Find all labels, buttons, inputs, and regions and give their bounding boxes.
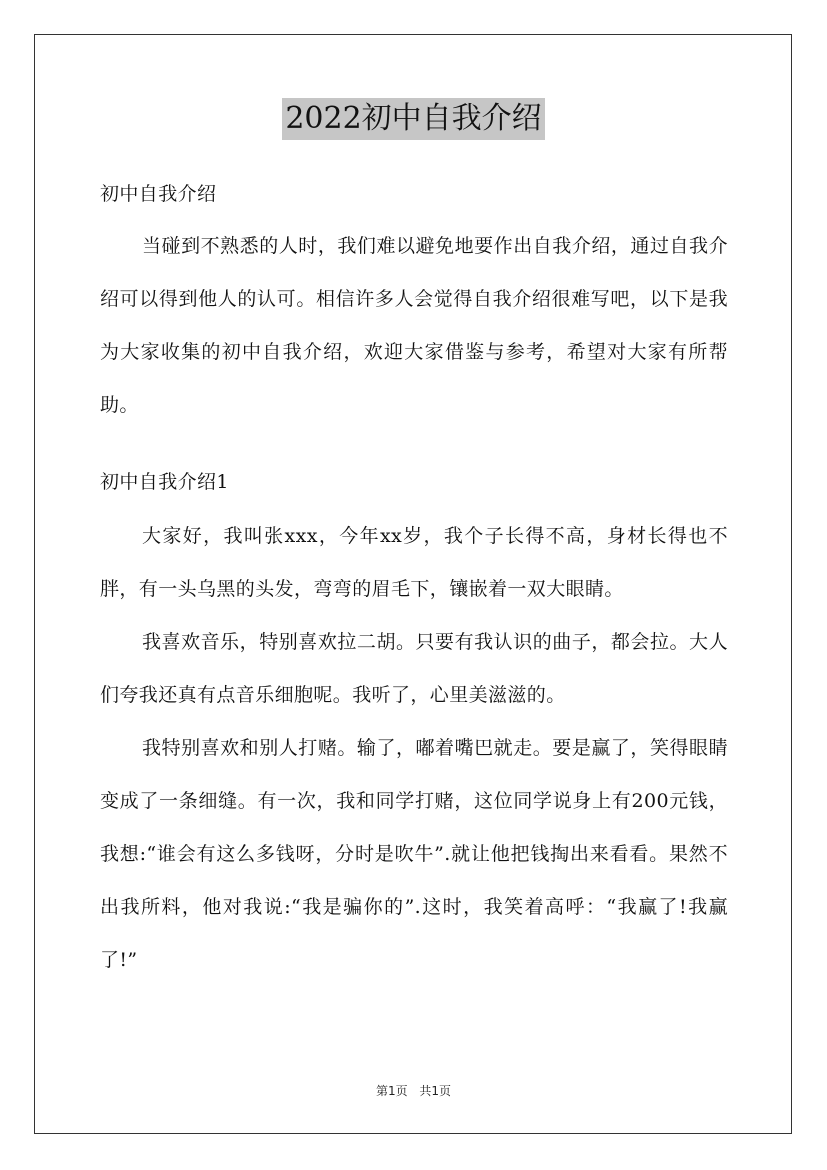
intro-heading: 初中自我介绍 xyxy=(100,183,217,205)
document-title: 2022初中自我介绍 xyxy=(282,98,544,140)
title-container xyxy=(0,98,827,140)
section1-paragraph-1: 大家好，我叫张xxx，今年xx岁，我个子长得不高，身材长得也不胖，有一头乌黑的头发，弯弯的眉毛下，镶嵌着一双大眼睛。 xyxy=(100,525,728,600)
intro-paragraph: 当碰到不熟悉的人时，我们难以避免地要作出自我介绍，通过自我介绍可以得到他人的认可。相信许多人会觉得自我介绍很难写吧，以下是我为大家收集的初中自我介绍，欢迎大家借鉴与参考，希望对大家有所帮助。 xyxy=(100,235,728,416)
section1-heading: 初中自我介绍1 xyxy=(100,471,229,493)
document-body xyxy=(100,174,728,987)
section-gap xyxy=(100,432,728,462)
page-number-current: 第1页 xyxy=(375,1084,408,1098)
spacer xyxy=(100,502,728,510)
section1-paragraph-3: 我特别喜欢和别人打赌。输了，嘟着嘴巴就走。要是赢了，笑得眼睛变成了一条细缝。有一次，我和同学打赌，这位同学说身上有200元钱，我想:“谁会有这么多钱呀，分时是吹牛”.就让他把钱掏出来看看。果然不出我所料，他对我说:“我是骗你的”.这时，我笑着高呼：“我赢了!我赢了!” xyxy=(100,737,728,971)
page-footer xyxy=(0,1082,827,1099)
section1-paragraph-2: 我喜欢音乐，特别喜欢拉二胡。只要有我认识的曲子，都会拉。大人们夸我还真有点音乐细胞呢。我听了，心里美滋滋的。 xyxy=(100,631,728,706)
page-number-total: 共1页 xyxy=(419,1084,452,1098)
